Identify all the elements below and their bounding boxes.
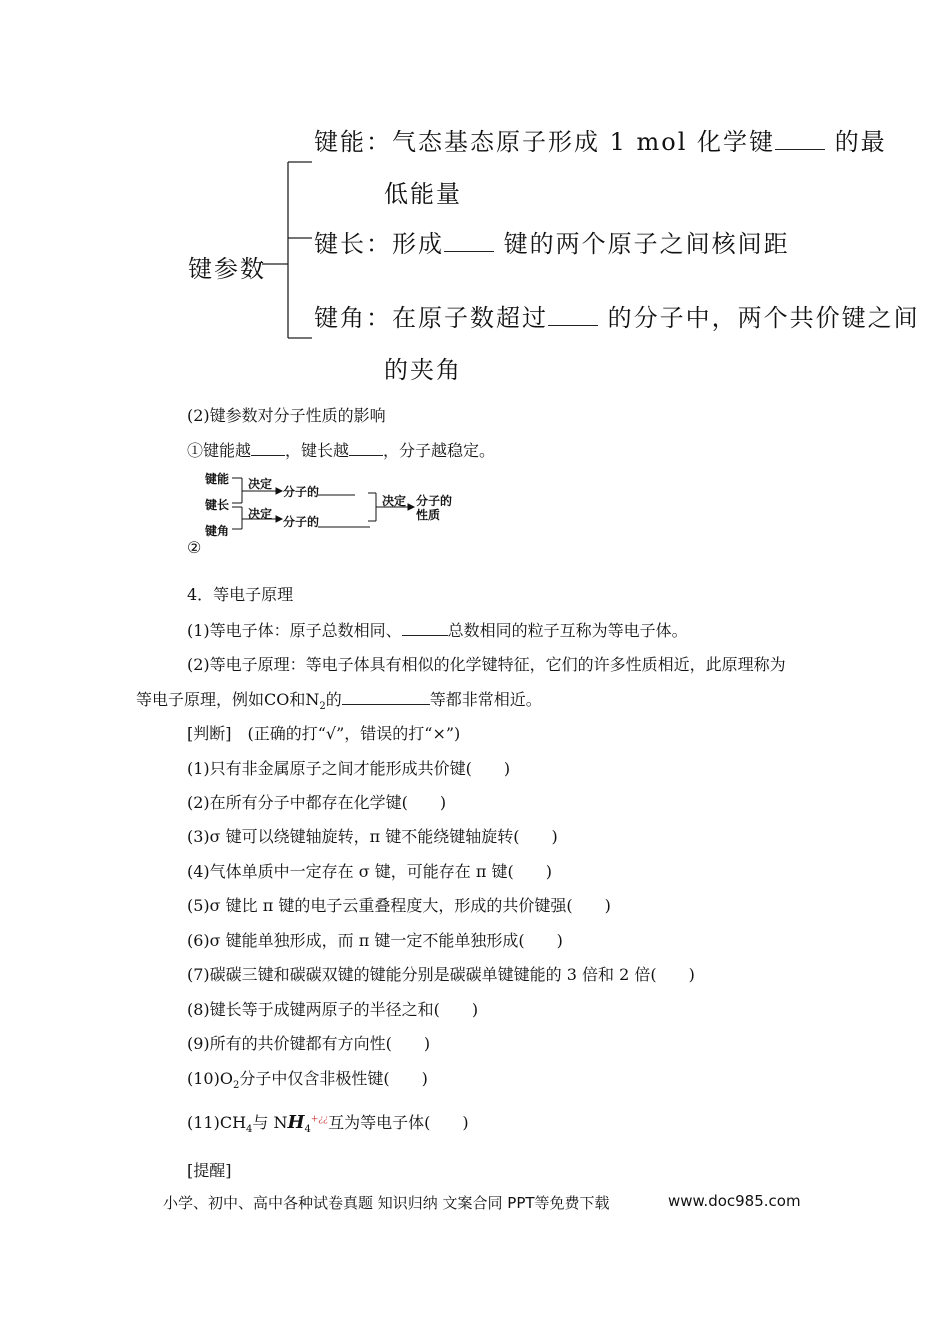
diagram-decide-text-2: 分子的 xyxy=(283,515,320,529)
ammonium-charge: +¿¿ xyxy=(310,1114,329,1125)
judge-item-5: (5)σ 键比 π 键的电子云重叠程度大，形成的共价键强( ) xyxy=(187,896,611,915)
bond-energy-label: 键能 xyxy=(314,128,366,156)
bond-energy-text: 气态基态原子形成 1 mol 化学键 xyxy=(392,128,776,156)
diagram-label-angle: 键角 xyxy=(205,524,230,538)
section-4-p2-line1: (2)等电子原理：等电子体具有相似的化学键特征，它们的许多性质相近，此原理称为 xyxy=(187,655,786,674)
item-1-c: ，分子越稳定。 xyxy=(383,441,496,460)
diagram-final-decide: 决定 xyxy=(382,494,407,508)
section-2-heading: (2)键参数对分子性质的影响 xyxy=(187,406,386,425)
judge-item-10 xyxy=(187,1066,428,1091)
bond-length-text: 形成 xyxy=(392,230,444,258)
p1-blank xyxy=(402,619,448,636)
judge-item-7: (7)碳碳三键和碳碳双键的键能分别是碳碳单键键能的 3 倍和 2 倍( ) xyxy=(187,965,695,984)
p2-line2-c: 等都非常相近。 xyxy=(429,690,542,709)
footer-left: 小学、初中、高中各种试卷真题 知识归纳 文案合同 PPT等免费下载 xyxy=(163,1194,610,1212)
judge-item-3: (3)σ 键可以绕键轴旋转，π 键不能绕键轴旋转( ) xyxy=(187,827,558,846)
bond-length-label: 键长 xyxy=(314,230,366,258)
diagram-final-line2: 性质 xyxy=(416,508,441,522)
diagram-label-energy: 键能 xyxy=(205,472,230,486)
diagram-decide-2: 决定 xyxy=(248,507,273,521)
footer-link[interactable]: www.doc985.com xyxy=(668,1192,801,1210)
p2-line2-a: 等电子原理，例如CO和N xyxy=(136,690,320,709)
diagram-final-line1: 分子的 xyxy=(416,494,453,508)
p2-line2-sub: 2 xyxy=(319,701,326,713)
judge-item-11 xyxy=(187,1110,469,1135)
item11-sub: 4 xyxy=(246,1124,253,1136)
section-4-p1 xyxy=(187,618,688,641)
item-1-a: ①键能越 xyxy=(187,441,252,460)
reminder-label: [提醒] xyxy=(187,1161,232,1180)
bond-energy-cont: 低能量 xyxy=(384,180,462,208)
judge-item-8: (8)键长等于成键两原子的半径之和( ) xyxy=(187,1000,479,1019)
diagram-decide-1: 决定 xyxy=(248,477,273,491)
p1-b: 总数相同的粒子互称为等电子体。 xyxy=(447,621,688,640)
ammonium-sub: 4 xyxy=(304,1124,311,1136)
section-4-p2-line2 xyxy=(136,687,542,712)
bond-angle-line: 键角：在原子数超过 的分子中，两个共价键之间 xyxy=(314,298,920,333)
p2-line2-b: 的 xyxy=(325,690,342,709)
bond-energy-line: 键能：气态基态原子形成 1 mol 化学键 的最 xyxy=(314,122,887,157)
judge-item-6: (6)σ 键能单独形成，而 π 键一定不能单独形成( ) xyxy=(187,931,563,950)
item11-c: 互为等电子体( ) xyxy=(328,1113,469,1132)
item10-b: 分子中仅含非极性键( ) xyxy=(239,1069,428,1088)
diagram-decide-text-1: 分子的 xyxy=(283,485,320,499)
bond-angle-label: 键角 xyxy=(314,304,366,332)
item-1-b: ，键长越 xyxy=(285,441,350,460)
item11-a: (11)CH xyxy=(187,1113,247,1132)
judge-item-1: (1)只有非金属原子之间才能形成共价键( ) xyxy=(187,759,511,778)
diagram-label-length: 键长 xyxy=(205,498,230,512)
small-diagram-lines xyxy=(0,0,950,560)
judge-item-9: (9)所有的共价键都有方向性( ) xyxy=(187,1034,431,1053)
bond-angle-text-b: 的分子中，两个共价键之间 xyxy=(607,304,920,332)
bond-angle-text: 在原子数超过 xyxy=(392,304,548,332)
judge-item-2: (2)在所有分子中都存在化学键( ) xyxy=(187,793,447,812)
p2-blank xyxy=(342,688,430,705)
judge-header: [判断] (正确的打“√”，错误的打“×”) xyxy=(187,724,461,743)
p1-a: (1)等电子体：原子总数相同、 xyxy=(187,621,402,640)
item10-sub: 2 xyxy=(232,1080,240,1092)
bond-params-root: 键参数 xyxy=(188,255,266,283)
bond-energy-text-b: 的最 xyxy=(834,128,887,156)
bond-length-text-b: 键的两个原子之间核间距 xyxy=(503,230,790,258)
item10-a: (10)O xyxy=(187,1069,233,1088)
item11-b: 与 N xyxy=(252,1113,288,1132)
judge-item-4: (4)气体单质中一定存在 σ 键，可能存在 π 键( ) xyxy=(187,862,552,881)
item-2-marker: ② xyxy=(187,538,202,557)
section-4-title: 4．等电子原理 xyxy=(187,585,294,604)
bond-angle-cont: 的夹角 xyxy=(384,356,462,384)
ammonium-h: H xyxy=(287,1112,305,1133)
bond-length-line: 键长：形成 键的两个原子之间核间距 xyxy=(314,224,790,259)
